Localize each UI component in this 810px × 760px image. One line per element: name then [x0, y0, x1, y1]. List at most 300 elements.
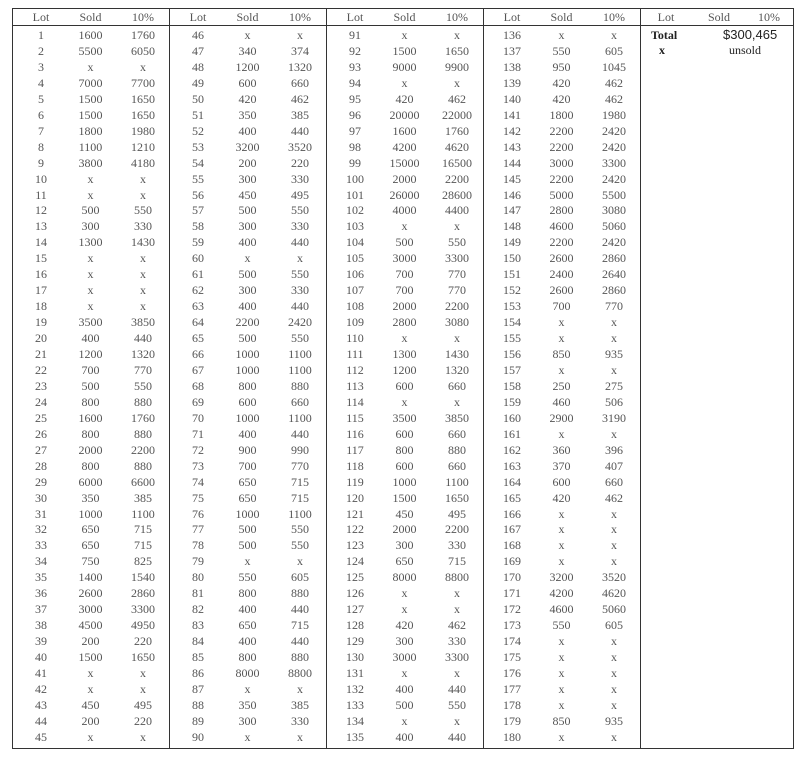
ten-percent-cell: 715	[291, 474, 309, 489]
sold-cell: 500	[395, 697, 414, 712]
sold-cell: 3200	[549, 570, 574, 585]
sold-cell: 550	[552, 43, 571, 58]
lot-cell: 111	[346, 347, 364, 361]
table-row	[13, 569, 169, 585]
lot-cell: 74	[192, 474, 204, 489]
lot-cell: 178	[503, 697, 521, 712]
ten-percent-cell: x	[454, 219, 460, 234]
lot-cell: 130	[346, 650, 364, 665]
lot-cell: 138	[503, 59, 521, 74]
lot-cell: 81	[192, 586, 204, 601]
table-row	[327, 107, 483, 123]
lot-cell: 43	[35, 697, 47, 712]
ten-percent-cell: 770	[605, 299, 623, 314]
lot-cell: 162	[503, 442, 521, 457]
ten-percent-cell: 770	[448, 267, 466, 282]
lot-cell: 60	[192, 251, 204, 266]
table-row	[170, 697, 326, 713]
sold-cell: 3000	[392, 251, 417, 266]
lot-cell: 98	[349, 139, 361, 154]
ten-percent-cell: 1100	[288, 347, 312, 361]
ten-percent-cell: 605	[605, 618, 623, 633]
lot-cell: 36	[35, 586, 47, 601]
table-row	[327, 713, 483, 729]
lot-cell: 131	[346, 666, 364, 680]
sold-cell: 350	[238, 107, 257, 122]
lot-cell: 158	[503, 378, 521, 393]
ten-percent-cell: 880	[134, 394, 152, 409]
ten-percent-cell: x	[611, 331, 617, 346]
table-row	[13, 665, 169, 681]
lot-cell: 2	[38, 43, 44, 58]
table-row	[484, 346, 640, 362]
table-row	[327, 426, 483, 442]
ten-percent-cell: 1430	[445, 347, 469, 361]
lot-cell: 124	[346, 554, 364, 569]
ten-percent-cell: x	[297, 554, 303, 569]
table-row	[327, 266, 483, 282]
sold-cell: 20000	[389, 107, 420, 122]
ten-percent-cell: 4180	[131, 155, 155, 170]
table-row	[484, 202, 640, 218]
lot-cell: 93	[349, 59, 361, 74]
sold-cell: 800	[238, 650, 257, 665]
sold-cell: 300	[238, 219, 257, 234]
sold-cell: 2200	[549, 139, 574, 154]
lot-cell: 163	[503, 458, 521, 473]
ten-percent-cell: 2420	[602, 235, 626, 250]
ten-percent-cell: 660	[605, 474, 623, 489]
table-row	[13, 442, 169, 458]
ten-percent-cell: 1100	[131, 506, 155, 521]
table-row	[170, 59, 326, 75]
sold-cell: 1000	[235, 347, 260, 361]
table-row	[13, 506, 169, 522]
sold-cell: 420	[552, 91, 571, 106]
total-value: $300,465	[723, 27, 778, 42]
lot-cell: 90	[192, 729, 204, 744]
sold-cell: 6000	[78, 474, 103, 489]
lot-cell: 122	[346, 522, 364, 537]
table-row	[170, 298, 326, 314]
lot-cell: 76	[192, 506, 204, 521]
table-row	[13, 27, 169, 43]
table-row	[327, 123, 483, 139]
lot-cell: 54	[192, 155, 204, 170]
sold-cell: 400	[395, 681, 414, 696]
lot-cell: 100	[346, 171, 364, 186]
sold-cell: x	[558, 697, 565, 712]
sold-cell: 500	[238, 267, 257, 282]
table-row	[484, 59, 640, 75]
table-row	[13, 218, 169, 234]
header-row	[13, 9, 169, 26]
lot-cell: 143	[503, 139, 521, 154]
sold-cell: 2200	[549, 171, 574, 186]
ten-percent-cell: 5500	[602, 187, 626, 202]
header-ten-percent: 10%	[603, 10, 625, 24]
sold-cell: 370	[552, 458, 571, 473]
lot-cell: 49	[192, 75, 204, 90]
ten-percent-cell: 1320	[131, 347, 155, 361]
sold-cell: 650	[81, 522, 100, 537]
ten-percent-cell: 440	[291, 426, 309, 441]
ten-percent-cell: 1650	[131, 650, 155, 665]
ten-percent-cell: 407	[605, 458, 623, 473]
ten-percent-cell: 4620	[602, 586, 626, 601]
lot-cell: 59	[192, 235, 204, 250]
table-row	[170, 521, 326, 537]
lot-cell: 14	[35, 235, 47, 250]
sold-cell: 500	[395, 235, 414, 250]
lot-cell: 159	[503, 394, 521, 409]
ten-percent-cell: 2200	[445, 171, 469, 186]
lot-sales-table	[12, 8, 794, 749]
lot-cell: 169	[503, 554, 521, 569]
sold-cell: 300	[238, 283, 257, 298]
sold-cell: x	[87, 251, 94, 266]
ten-percent-cell: 4620	[445, 139, 469, 154]
table-row	[327, 458, 483, 474]
lot-cell: 68	[192, 378, 204, 393]
table-row	[13, 713, 169, 729]
ten-percent-cell: x	[140, 666, 146, 680]
ten-percent-cell: 330	[291, 171, 309, 186]
table-row	[484, 234, 640, 250]
lot-cell: 168	[503, 538, 521, 553]
ten-percent-cell: 506	[605, 394, 623, 409]
ten-percent-cell: 440	[291, 123, 309, 138]
sold-cell: 300	[395, 634, 414, 649]
ten-percent-cell: x	[140, 729, 146, 744]
table-row	[484, 171, 640, 187]
sold-cell: x	[401, 713, 408, 728]
lot-cell: 23	[35, 378, 47, 393]
ten-percent-cell: 550	[291, 203, 309, 218]
lot-cell: 102	[346, 203, 364, 218]
lot-cell: 105	[346, 251, 364, 266]
lot-cell: 62	[192, 283, 204, 298]
total-label: Total	[651, 28, 678, 42]
sold-cell: x	[558, 666, 565, 680]
ten-percent-cell: 880	[291, 650, 309, 665]
lot-cell: 179	[503, 713, 521, 728]
table-row	[327, 43, 483, 59]
ten-percent-cell: 550	[291, 331, 309, 346]
sold-cell: 4500	[78, 618, 103, 633]
table-row	[170, 266, 326, 282]
ten-percent-cell: 1100	[288, 362, 312, 377]
sold-cell: 200	[81, 634, 100, 649]
sold-cell: 1800	[549, 107, 574, 122]
ten-percent-cell: x	[140, 187, 146, 202]
ten-percent-cell: x	[611, 315, 617, 330]
lot-cell: 150	[503, 251, 521, 266]
header-lot: Lot	[32, 10, 50, 24]
lot-cell: 78	[192, 538, 204, 553]
lot-cell: 128	[346, 618, 364, 633]
ten-percent-cell: 2200	[131, 442, 155, 457]
ten-percent-cell: 715	[291, 618, 309, 633]
sold-cell: x	[558, 634, 565, 649]
lot-cell: 28	[35, 458, 47, 473]
ten-percent-cell: 6600	[131, 474, 155, 489]
table-row	[484, 585, 640, 601]
sold-cell: 2200	[235, 315, 260, 330]
sold-cell: 800	[81, 394, 100, 409]
ten-percent-cell: 385	[291, 697, 309, 712]
header-row	[484, 9, 640, 26]
table-row	[170, 729, 326, 745]
sold-cell: 850	[552, 347, 571, 361]
lot-cell: 134	[346, 713, 364, 728]
sold-cell: 650	[238, 490, 257, 505]
ten-percent-cell: 660	[448, 458, 466, 473]
table-row	[484, 107, 640, 123]
sold-cell: 500	[238, 331, 257, 346]
unsold-marker-label: x	[659, 43, 665, 57]
lot-cell: 22	[35, 362, 47, 377]
sold-cell: x	[558, 315, 565, 330]
lot-cell: 67	[192, 362, 204, 377]
sold-cell: x	[558, 554, 565, 569]
header-lot: Lot	[346, 10, 364, 24]
lot-cell: 69	[192, 394, 204, 409]
lot-cell: 21	[35, 347, 47, 361]
table-row	[327, 155, 483, 171]
lot-cell: 144	[503, 155, 521, 170]
header-ten-percent: 10%	[289, 10, 311, 24]
ten-percent-cell: x	[611, 697, 617, 712]
lot-cell: 118	[346, 458, 364, 473]
table-row	[484, 601, 640, 617]
table-row	[170, 330, 326, 346]
table-row	[484, 442, 640, 458]
table-row	[170, 506, 326, 522]
ten-percent-cell: x	[454, 75, 460, 90]
ten-percent-cell: x	[454, 602, 460, 617]
table-row	[170, 250, 326, 266]
table-row	[170, 218, 326, 234]
table-row	[327, 633, 483, 649]
ten-percent-cell: 2420	[602, 123, 626, 138]
table-row	[13, 139, 169, 155]
sold-cell: 300	[238, 171, 257, 186]
lot-cell: 64	[192, 315, 204, 330]
table-row	[327, 585, 483, 601]
lot-cell: 160	[503, 410, 521, 425]
lot-cell: 58	[192, 219, 204, 234]
sold-cell: 1600	[78, 410, 103, 425]
lot-cell: 80	[192, 570, 204, 585]
summary-panel	[640, 9, 793, 748]
table-row	[484, 43, 640, 59]
ten-percent-cell: 22000	[442, 107, 472, 122]
table-row	[327, 27, 483, 43]
ten-percent-cell: 880	[448, 442, 466, 457]
sold-cell: 4200	[392, 139, 417, 154]
ten-percent-cell: 220	[134, 713, 152, 728]
ten-percent-cell: x	[611, 506, 617, 521]
sold-cell: 1800	[78, 123, 103, 138]
lot-cell: 39	[35, 634, 47, 649]
ten-percent-cell: 440	[291, 299, 309, 314]
sold-cell: 250	[552, 378, 571, 393]
sold-cell: x	[87, 187, 94, 202]
sold-cell: x	[558, 681, 565, 696]
lot-cell: 153	[503, 299, 521, 314]
table-row	[170, 394, 326, 410]
ten-percent-cell: 3300	[602, 155, 626, 170]
table-row	[484, 27, 640, 43]
ten-percent-cell: 6050	[131, 43, 155, 58]
lot-cell: 88	[192, 697, 204, 712]
lot-cell: 113	[346, 378, 364, 393]
lot-cell: 32	[35, 522, 47, 537]
header-sold: Sold	[393, 10, 416, 24]
ten-percent-cell: 330	[291, 283, 309, 298]
sold-cell: 750	[81, 554, 100, 569]
lot-cell: 166	[503, 506, 521, 521]
ten-percent-cell: 330	[291, 219, 309, 234]
lot-cell: 127	[346, 602, 364, 617]
table-row	[327, 442, 483, 458]
lot-cell: 154	[503, 315, 521, 330]
ten-percent-cell: 660	[291, 75, 309, 90]
ten-percent-cell: 8800	[445, 570, 469, 585]
table-row	[170, 378, 326, 394]
sold-cell: 650	[238, 474, 257, 489]
ten-percent-cell: 374	[291, 43, 309, 58]
lot-panel-4	[483, 9, 640, 748]
table-row	[170, 282, 326, 298]
table-row	[13, 282, 169, 298]
table-row	[327, 250, 483, 266]
table-row	[170, 314, 326, 330]
sold-cell: x	[87, 59, 94, 74]
table-row	[327, 617, 483, 633]
lot-cell: 63	[192, 299, 204, 314]
table-row	[327, 171, 483, 187]
ten-percent-cell: 1760	[445, 123, 469, 138]
ten-percent-cell: 715	[448, 554, 466, 569]
lot-cell: 133	[346, 697, 364, 712]
sold-cell: 500	[81, 378, 100, 393]
ten-percent-cell: 495	[291, 187, 309, 202]
sold-cell: 400	[395, 729, 414, 744]
lot-cell: 116	[346, 426, 364, 441]
lot-cell: 123	[346, 538, 364, 553]
sold-cell: 2800	[549, 203, 574, 218]
table-row	[13, 187, 169, 203]
table-row	[170, 585, 326, 601]
lot-cell: 1	[38, 28, 44, 42]
lot-cell: 57	[192, 203, 204, 218]
header-sold: Sold	[236, 10, 259, 24]
sold-cell: 600	[552, 474, 571, 489]
ten-percent-cell: 462	[605, 490, 623, 505]
sold-cell: 2000	[392, 522, 417, 537]
ten-percent-cell: 1540	[131, 570, 155, 585]
sold-cell: 1000	[235, 362, 260, 377]
table-row	[170, 713, 326, 729]
ten-percent-cell: 462	[448, 618, 466, 633]
sold-cell: 550	[552, 618, 571, 633]
table-row	[484, 649, 640, 665]
lot-cell: 40	[35, 650, 47, 665]
header-ten-percent: 10%	[446, 10, 468, 24]
lot-cell: 140	[503, 91, 521, 106]
sold-cell: 1300	[78, 235, 103, 250]
table-row	[484, 553, 640, 569]
lot-cell: 176	[503, 666, 521, 680]
lot-cell: 65	[192, 331, 204, 346]
sold-cell: 4200	[549, 586, 574, 601]
lot-cell: 6	[38, 107, 44, 122]
ten-percent-cell: 1980	[131, 123, 155, 138]
lot-cell: 7	[38, 123, 44, 138]
sold-cell: 700	[81, 362, 100, 377]
sold-cell: 400	[238, 299, 257, 314]
header-sold: Sold	[550, 10, 573, 24]
sold-cell: 1600	[392, 123, 417, 138]
header-sold: Sold	[79, 10, 102, 24]
table-row	[484, 155, 640, 171]
table-row	[170, 91, 326, 107]
lot-cell: 42	[35, 681, 47, 696]
sold-cell: 450	[238, 187, 257, 202]
lot-cell: 152	[503, 283, 521, 298]
sold-cell: 700	[552, 299, 571, 314]
sold-cell: x	[558, 650, 565, 665]
header-ten-percent: 10%	[758, 10, 780, 24]
sold-cell: 400	[238, 602, 257, 617]
lot-cell: 55	[192, 171, 204, 186]
lot-cell: 51	[192, 107, 204, 122]
table-row	[327, 314, 483, 330]
lot-cell: 19	[35, 315, 47, 330]
lot-cell: 151	[503, 267, 521, 282]
table-row	[13, 537, 169, 553]
table-row	[170, 458, 326, 474]
ten-percent-cell: 1650	[445, 490, 469, 505]
table-row	[13, 91, 169, 107]
ten-percent-cell: 1320	[288, 59, 312, 74]
ten-percent-cell: x	[454, 666, 460, 680]
lot-cell: 16	[35, 267, 47, 282]
sold-cell: 1200	[392, 362, 417, 377]
ten-percent-cell: 880	[134, 458, 152, 473]
ten-percent-cell: x	[611, 538, 617, 553]
lot-cell: 13	[35, 219, 47, 234]
lot-cell: 101	[346, 187, 364, 202]
sold-cell: 8000	[392, 570, 417, 585]
sold-cell: x	[401, 666, 408, 680]
sold-cell: x	[401, 28, 408, 42]
lot-cell: 45	[35, 729, 47, 744]
sold-cell: 400	[238, 123, 257, 138]
ten-percent-cell: 440	[291, 602, 309, 617]
ten-percent-cell: x	[140, 171, 146, 186]
ten-percent-cell: 7700	[131, 75, 155, 90]
table-row	[13, 330, 169, 346]
sold-cell: x	[558, 538, 565, 553]
lot-cell: 92	[349, 43, 361, 58]
sold-cell: 1100	[78, 139, 103, 154]
table-row	[327, 681, 483, 697]
sold-cell: 2000	[392, 171, 417, 186]
ten-percent-cell: 715	[134, 522, 152, 537]
